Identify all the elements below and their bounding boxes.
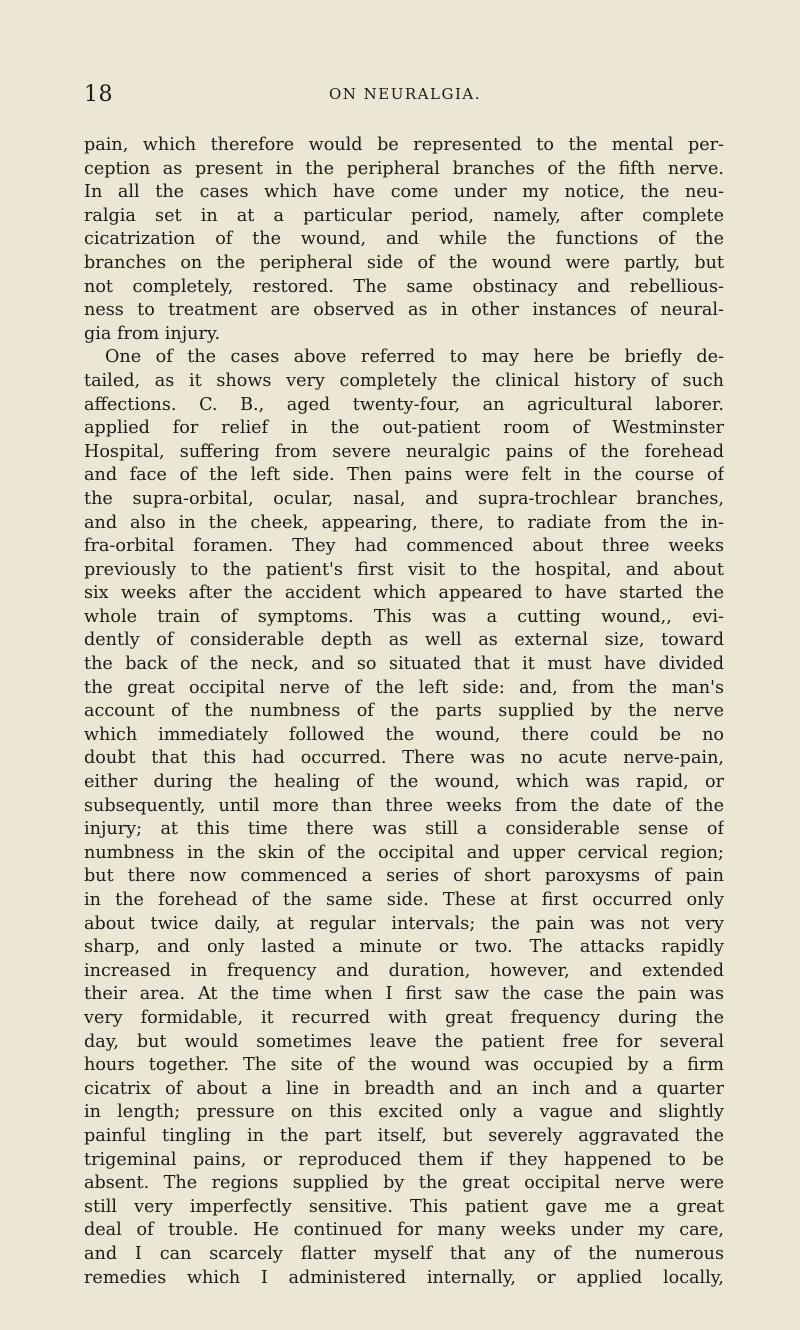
text-line: ralgia set in at a particular period, namely, after complete xyxy=(84,205,724,226)
text-line: cicatrix of about a line in breadth and an inch and a quarter xyxy=(84,1078,724,1099)
text-line: account of the numbness of the parts supplied by the nerve xyxy=(84,701,724,722)
text-line: previously to the patient's first visit to the hospital, and about xyxy=(84,559,724,580)
paragraph xyxy=(84,346,724,1290)
text-line: ness to treatment are observed as in other instances of neural- xyxy=(84,300,724,321)
running-title: ON NEURALGIA. xyxy=(328,85,481,103)
text-line: affections. C. B., aged twenty-four, an agricultural laborer. xyxy=(84,394,724,415)
text-line: numbness in the skin of the occipital and upper cervical region; xyxy=(84,842,724,863)
text-line: very formidable, it recurred with great frequency during the xyxy=(84,1007,724,1028)
text-line: absent. The regions supplied by the great occipital nerve were xyxy=(84,1173,724,1194)
text-line: which immediately followed the wound, there could be no xyxy=(84,724,724,745)
text-line: six weeks after the accident which appeared to have started the xyxy=(84,583,724,604)
text-line: injury; at this time there was still a considerable sense of xyxy=(84,819,724,840)
text-line: day, but would sometimes leave the patient free for several xyxy=(84,1031,724,1052)
text-line: hours together. The site of the wound was occupied by a firm xyxy=(84,1055,724,1076)
text-line: trigeminal pains, or reproduced them if they happened to be xyxy=(84,1149,724,1170)
page-number: 18 xyxy=(84,82,113,107)
text-line: painful tingling in the part itself, but severely aggravated the xyxy=(84,1125,724,1146)
text-line: tailed, as it shows very completely the clinical history of such xyxy=(84,370,724,391)
text-line: applied for relief in the out-patient room of Westminster xyxy=(84,418,724,439)
text-line: and I can scarcely flatter myself that any of the numerous xyxy=(84,1243,724,1264)
text-line: but there now commenced a series of short paroxysms of pain xyxy=(84,866,724,887)
text-line: Hospital, suffering from severe neuralgic pains of the forehead xyxy=(84,441,724,462)
text-line: the supra-orbital, ocular, nasal, and supra-trochlear branches, xyxy=(84,488,724,509)
text-line: deal of trouble. He continued for many weeks under my care, xyxy=(84,1220,724,1241)
text-line: gia from injury. xyxy=(84,323,221,344)
text-line: pain, which therefore would be represented to the mental per- xyxy=(84,135,724,155)
text-line: branches on the peripheral side of the wound were partly, but xyxy=(84,252,724,273)
body-text xyxy=(84,134,724,1290)
running-head xyxy=(84,82,726,110)
text-line: still very imperfectly sensitive. This patient gave me a great xyxy=(84,1196,724,1217)
text-line: cicatrization of the wound, and while the functions of the xyxy=(84,229,724,250)
text-line: fra-orbital foramen. They had commenced about three weeks xyxy=(84,536,724,557)
text-line: in the forehead of the same side. These at first occurred only xyxy=(84,890,724,910)
text-line: sharp, and only lasted a minute or two. The attacks rapidly xyxy=(84,937,724,958)
paragraph xyxy=(84,134,724,346)
text-line: dently of considerable depth as well as external size, toward xyxy=(84,630,724,651)
text-line: their area. At the time when I first saw the case the pain was xyxy=(84,984,724,1005)
text-line: the great occipital nerve of the left side: and, from the man's xyxy=(84,677,724,698)
text-line: either during the healing of the wound, which was rapid, or xyxy=(84,772,724,793)
text-line: and face of the left side. Then pains were felt in the course of xyxy=(84,465,724,486)
text-line: about twice daily, at regular intervals; the pain was not very xyxy=(84,913,724,934)
text-line: in length; pressure on this excited only a vague and slightly xyxy=(84,1102,724,1123)
text-line: whole train of symptoms. This was a cutting wound,, evi- xyxy=(84,606,724,627)
text-line: One of the cases above referred to may here be briefly de- xyxy=(105,347,724,368)
text-line: remedies which I administered internally, or applied locally, xyxy=(84,1267,724,1288)
text-line: and also in the cheek, appearing, there, to radiate from the in- xyxy=(84,512,724,533)
text-line: doubt that this had occurred. There was no acute nerve-pain, xyxy=(84,748,724,769)
text-line: In all the cases which have come under my notice, the neu- xyxy=(84,182,724,203)
text-line: subsequently, until more than three weeks from the date of the xyxy=(84,795,724,816)
text-line: increased in frequency and duration, however, and extended xyxy=(84,960,724,981)
text-line: ception as present in the peripheral branches of the fifth nerve. xyxy=(84,158,724,179)
text-line: not completely, restored. The same obstinacy and rebellious- xyxy=(84,276,724,297)
text-line: the back of the neck, and so situated that it must have divided xyxy=(84,654,724,675)
